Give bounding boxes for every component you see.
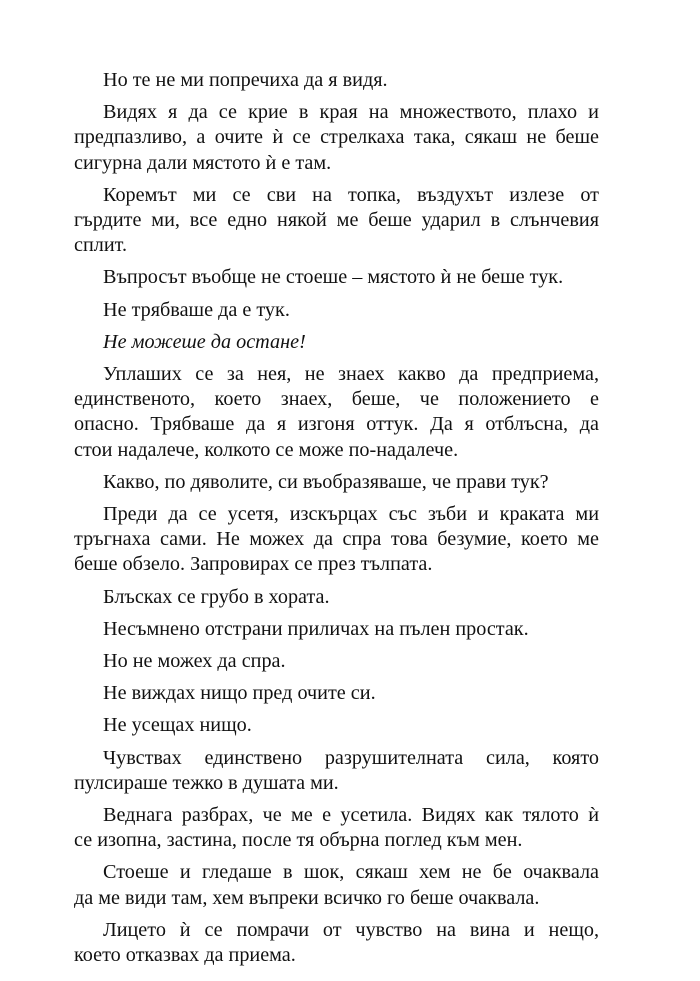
- paragraph: [74, 803, 599, 853]
- text-body: [74, 68, 599, 975]
- paragraph-line: Но те не ми попречиха да я видя.: [103, 69, 388, 91]
- paragraph-line: се изопна, застина, после тя обърна поглед към мен.: [74, 829, 523, 852]
- paragraph-line: сплит.: [74, 234, 127, 257]
- paragraph-line: единственото, което знаех, беше, че положението е: [74, 388, 599, 411]
- paragraph-line: Какво, по дяволите, си въобразяваше, че прави тук?: [103, 470, 549, 493]
- paragraph-line: да ме види там, хем въпреки всичко го беше очаквала.: [74, 886, 540, 909]
- paragraph: [103, 68, 599, 93]
- paragraph: [103, 330, 599, 355]
- paragraph: [103, 681, 599, 706]
- paragraph-line: Коремът ми се сви на топка, въздухът излезе от: [103, 183, 599, 206]
- paragraph-line: пулсираше тежко в душата ми.: [74, 771, 339, 794]
- paragraph-line: Въпросът въобще не стоеше – мястото ѝ не беше тук.: [103, 266, 564, 289]
- paragraph: [103, 470, 599, 495]
- paragraph-line: Веднага разбрах, че ме е усетила. Видях как тялото ѝ: [103, 804, 599, 827]
- paragraph-line: Лицето ѝ се помрачи от чувство на вина и нещо,: [103, 918, 599, 941]
- paragraph: [103, 713, 599, 738]
- paragraph: [103, 585, 599, 610]
- paragraph: [103, 298, 599, 323]
- paragraph-line: гърдите ми, все едно някой ме беше ударил в слънчевия: [74, 209, 599, 232]
- paragraph: [74, 502, 599, 578]
- paragraph: [103, 617, 599, 642]
- paragraph-line: стои надалече, колкото се може по-надалече.: [74, 438, 459, 461]
- paragraph-line: Преди да се усетя, изскърцах със зъби и краката ми: [103, 503, 599, 526]
- paragraph: [74, 183, 599, 259]
- paragraph-line: опасно. Трябваше да я изгоня оттук. Да я отблъсна, да: [74, 413, 599, 436]
- paragraph-line: Но не можех да спра.: [103, 650, 286, 673]
- paragraph: [74, 100, 599, 176]
- paragraph-line: Блъсках се грубо в хората.: [103, 585, 330, 608]
- paragraph-line: Не можеше да остане!: [103, 330, 306, 353]
- paragraph-line: което отказвах да приема.: [74, 944, 296, 967]
- paragraph-line: Чувствах единствено разрушителната сила, която: [103, 746, 599, 769]
- paragraph-line: Несъмнено отстрани приличах на пълен простак.: [103, 617, 529, 640]
- paragraph: [74, 918, 599, 968]
- paragraph-line: Уплаших се за нея, не знаех какво да предприема,: [103, 363, 599, 386]
- paragraph-line: беше обзело. Запровирах се през тълпата.: [74, 553, 433, 576]
- paragraph-line: Стоеше и гледаше в шок, сякаш хем не бе очаквала: [103, 861, 599, 884]
- paragraph-line: сигурна дали мястото ѝ е там.: [74, 151, 332, 174]
- paragraph-line: тръгнаха сами. Не можех да спра това безумие, което ме: [74, 528, 599, 551]
- paragraph: [103, 649, 599, 674]
- paragraph: [74, 860, 599, 910]
- paragraph-line: Видях я да се крие в края на множеството, плахо и: [103, 101, 599, 124]
- paragraph: [74, 362, 599, 463]
- paragraph-line: предпазливо, а очите ѝ се стрелкаха така, сякаш не беше: [74, 126, 599, 149]
- paragraph-line: Не усещах нищо.: [103, 714, 252, 737]
- paragraph-line: Не виждах нищо пред очите си.: [103, 682, 376, 705]
- paragraph-line: Не трябваше да е тук.: [103, 298, 290, 321]
- paragraph: [103, 265, 599, 290]
- paragraph: [74, 746, 599, 796]
